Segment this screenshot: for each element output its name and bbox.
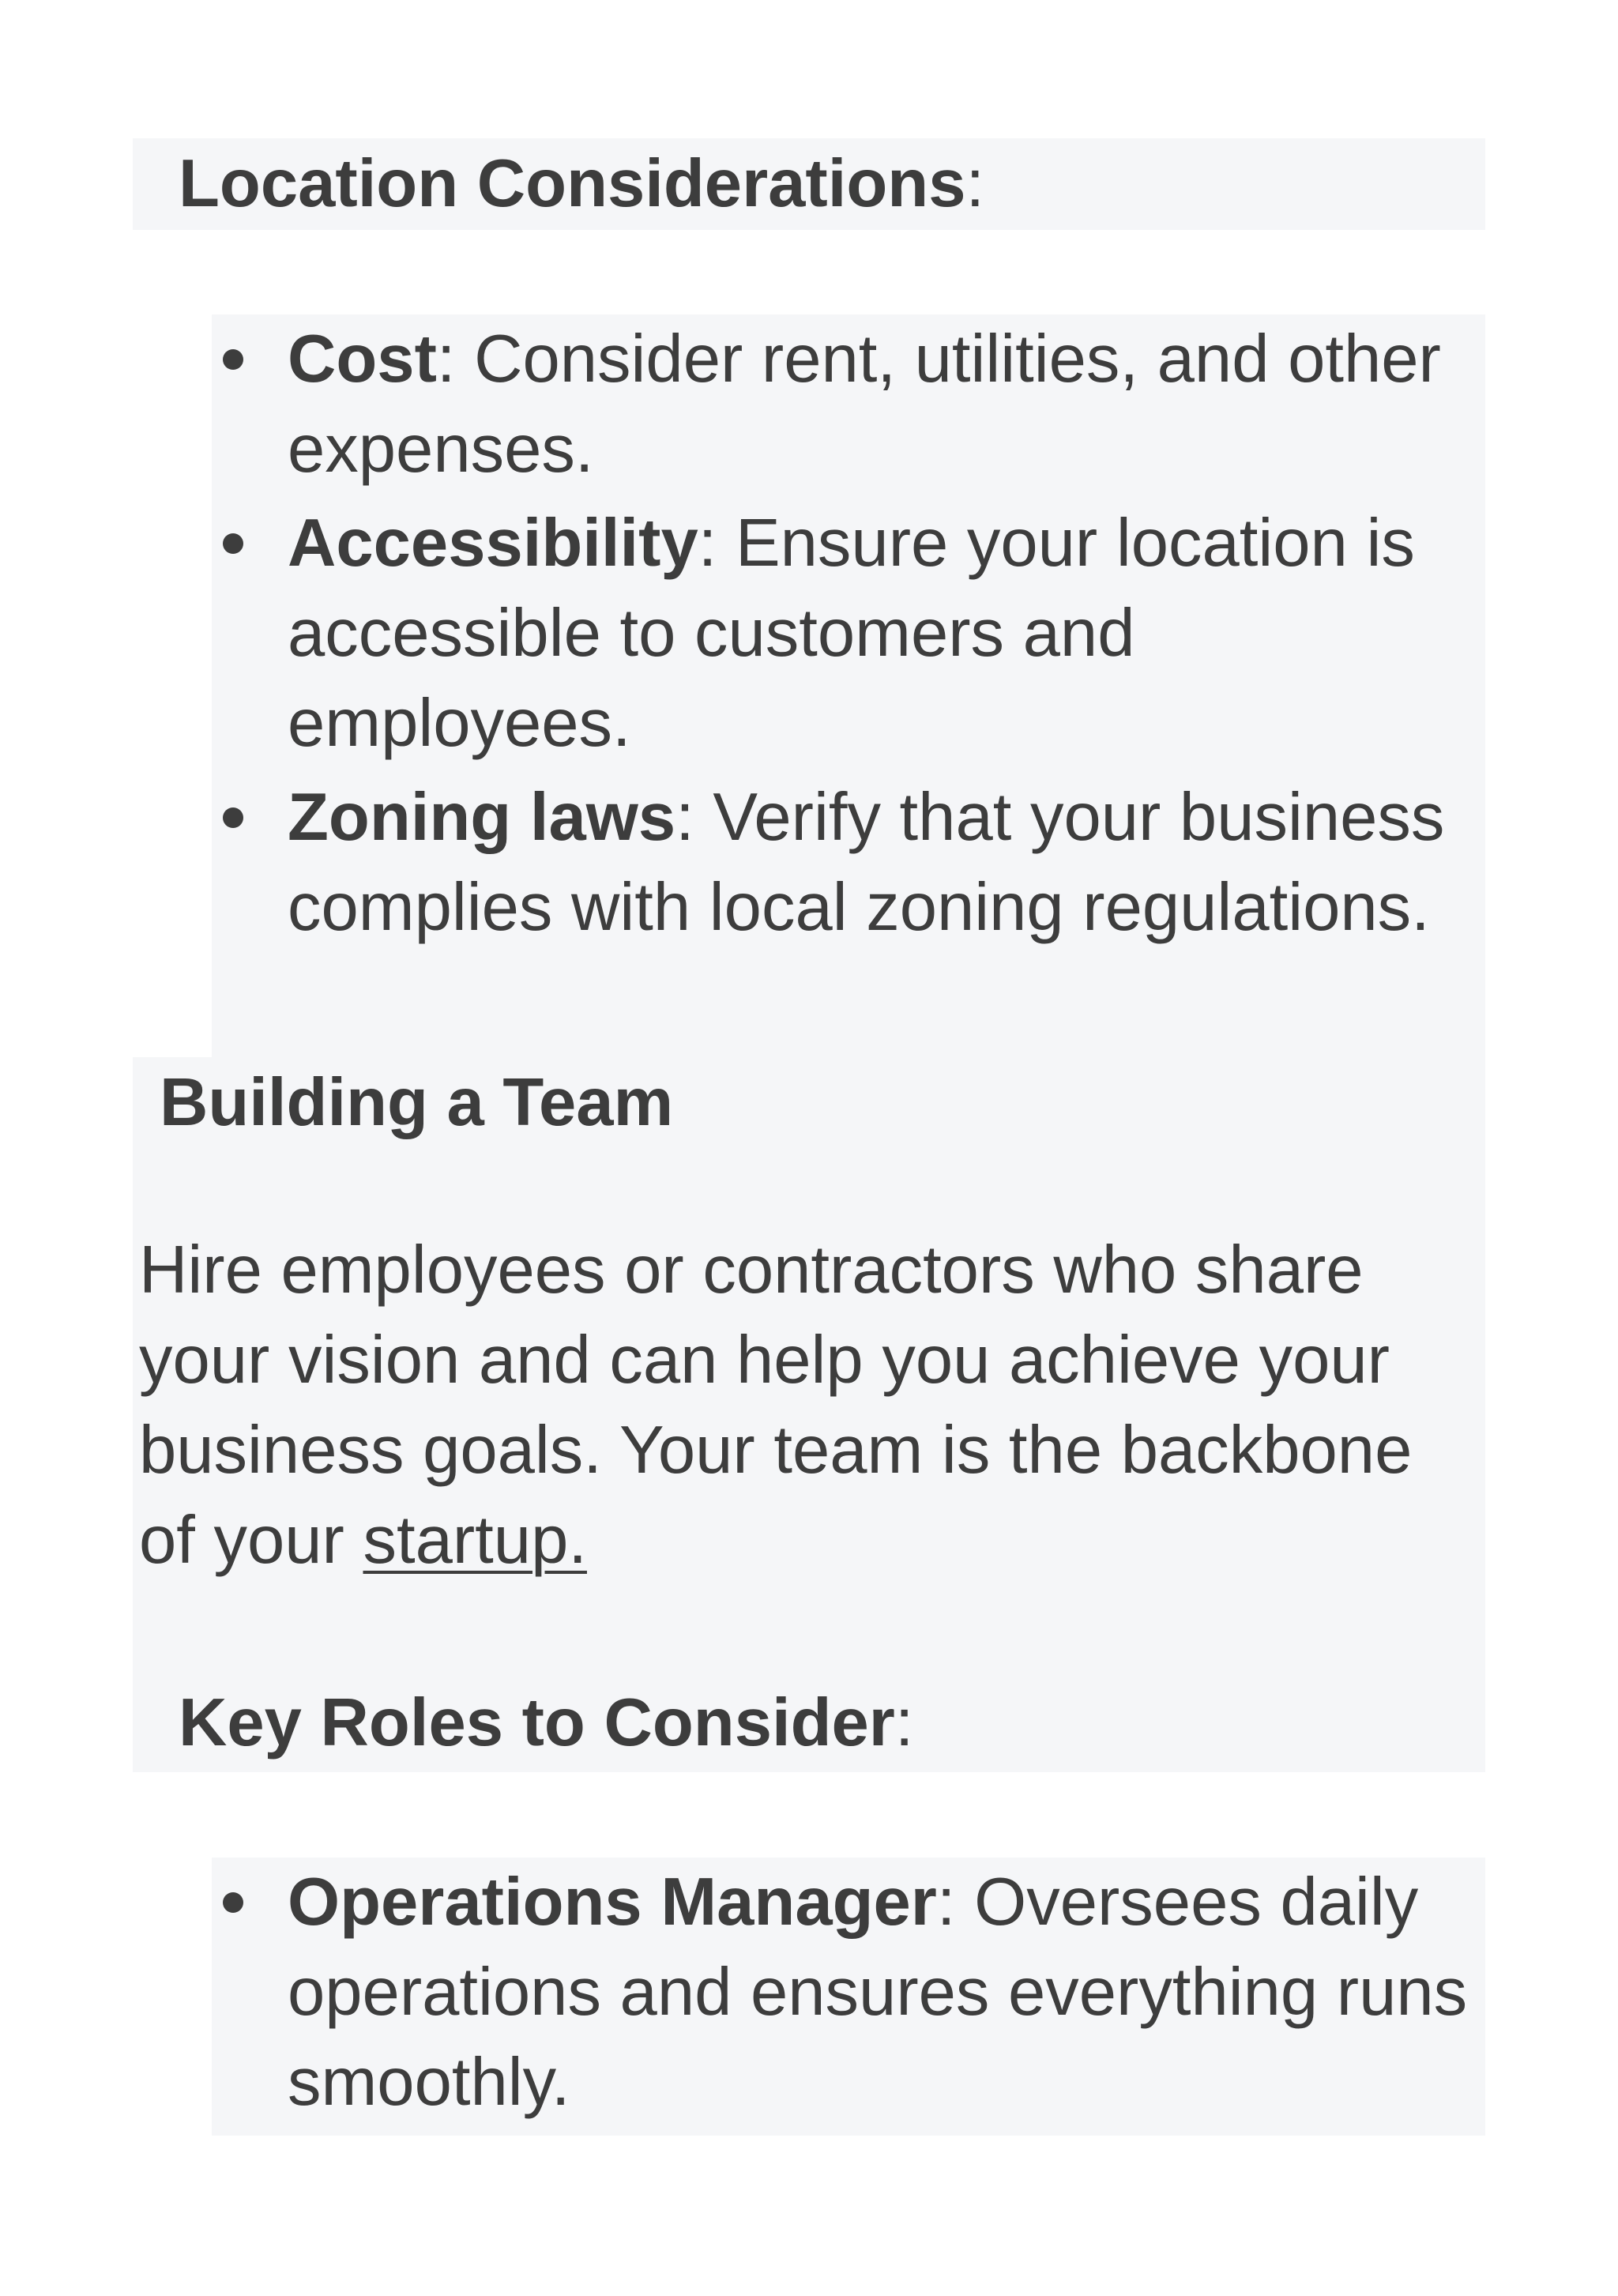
- list-item-term: Zoning laws: [288, 780, 676, 855]
- bullet-icon: [223, 349, 243, 370]
- bullet-icon: [223, 807, 243, 828]
- location-heading-colon: :: [965, 146, 985, 221]
- list-item-text: : Verify that your business complies with local zoning regulations.: [288, 780, 1445, 945]
- bullet-icon: [223, 533, 243, 554]
- key-roles-heading-text: Key Roles to Consider: [179, 1685, 895, 1760]
- bullet-icon: [223, 1892, 243, 1913]
- list-item-cost: [212, 314, 1485, 495]
- key-roles-heading: [179, 1677, 914, 1768]
- list-item-text: : Oversees daily operations and ensures everything runs smoothly.: [288, 1865, 1468, 2120]
- key-roles-list-block: [212, 1858, 1485, 2136]
- building-team-paragraph: [139, 1225, 1482, 1586]
- location-heading: [179, 138, 984, 229]
- startup-link[interactable]: startup.: [363, 1503, 587, 1578]
- list-item-operations-manager: [212, 1858, 1485, 2128]
- list-item-term: Accessibility: [288, 506, 698, 581]
- location-list-block: [212, 314, 1485, 1057]
- location-heading-text: Location Considerations: [179, 146, 966, 221]
- key-roles-list: [212, 1858, 1485, 2132]
- list-item-text: : Consider rent, utilities, and other expenses.: [288, 322, 1441, 487]
- key-roles-heading-colon: :: [894, 1685, 914, 1760]
- list-item-accessibility: [212, 499, 1485, 769]
- list-item-term: Operations Manager: [288, 1865, 937, 1940]
- list-item-term: Cost: [288, 322, 437, 397]
- location-considerations-list: [212, 314, 1485, 957]
- building-team-block: [133, 1057, 1485, 1772]
- list-item-text: : Ensure your location is accessible to customers and employees.: [288, 506, 1415, 761]
- building-team-title: Building a Team: [160, 1065, 674, 1140]
- list-item-zoning-laws: [212, 773, 1485, 953]
- location-heading-block: [133, 138, 1485, 230]
- paragraph-text: Hire employees or contractors who share your vision and can help you achieve your business goals. Your team is the backbone of your: [139, 1233, 1413, 1578]
